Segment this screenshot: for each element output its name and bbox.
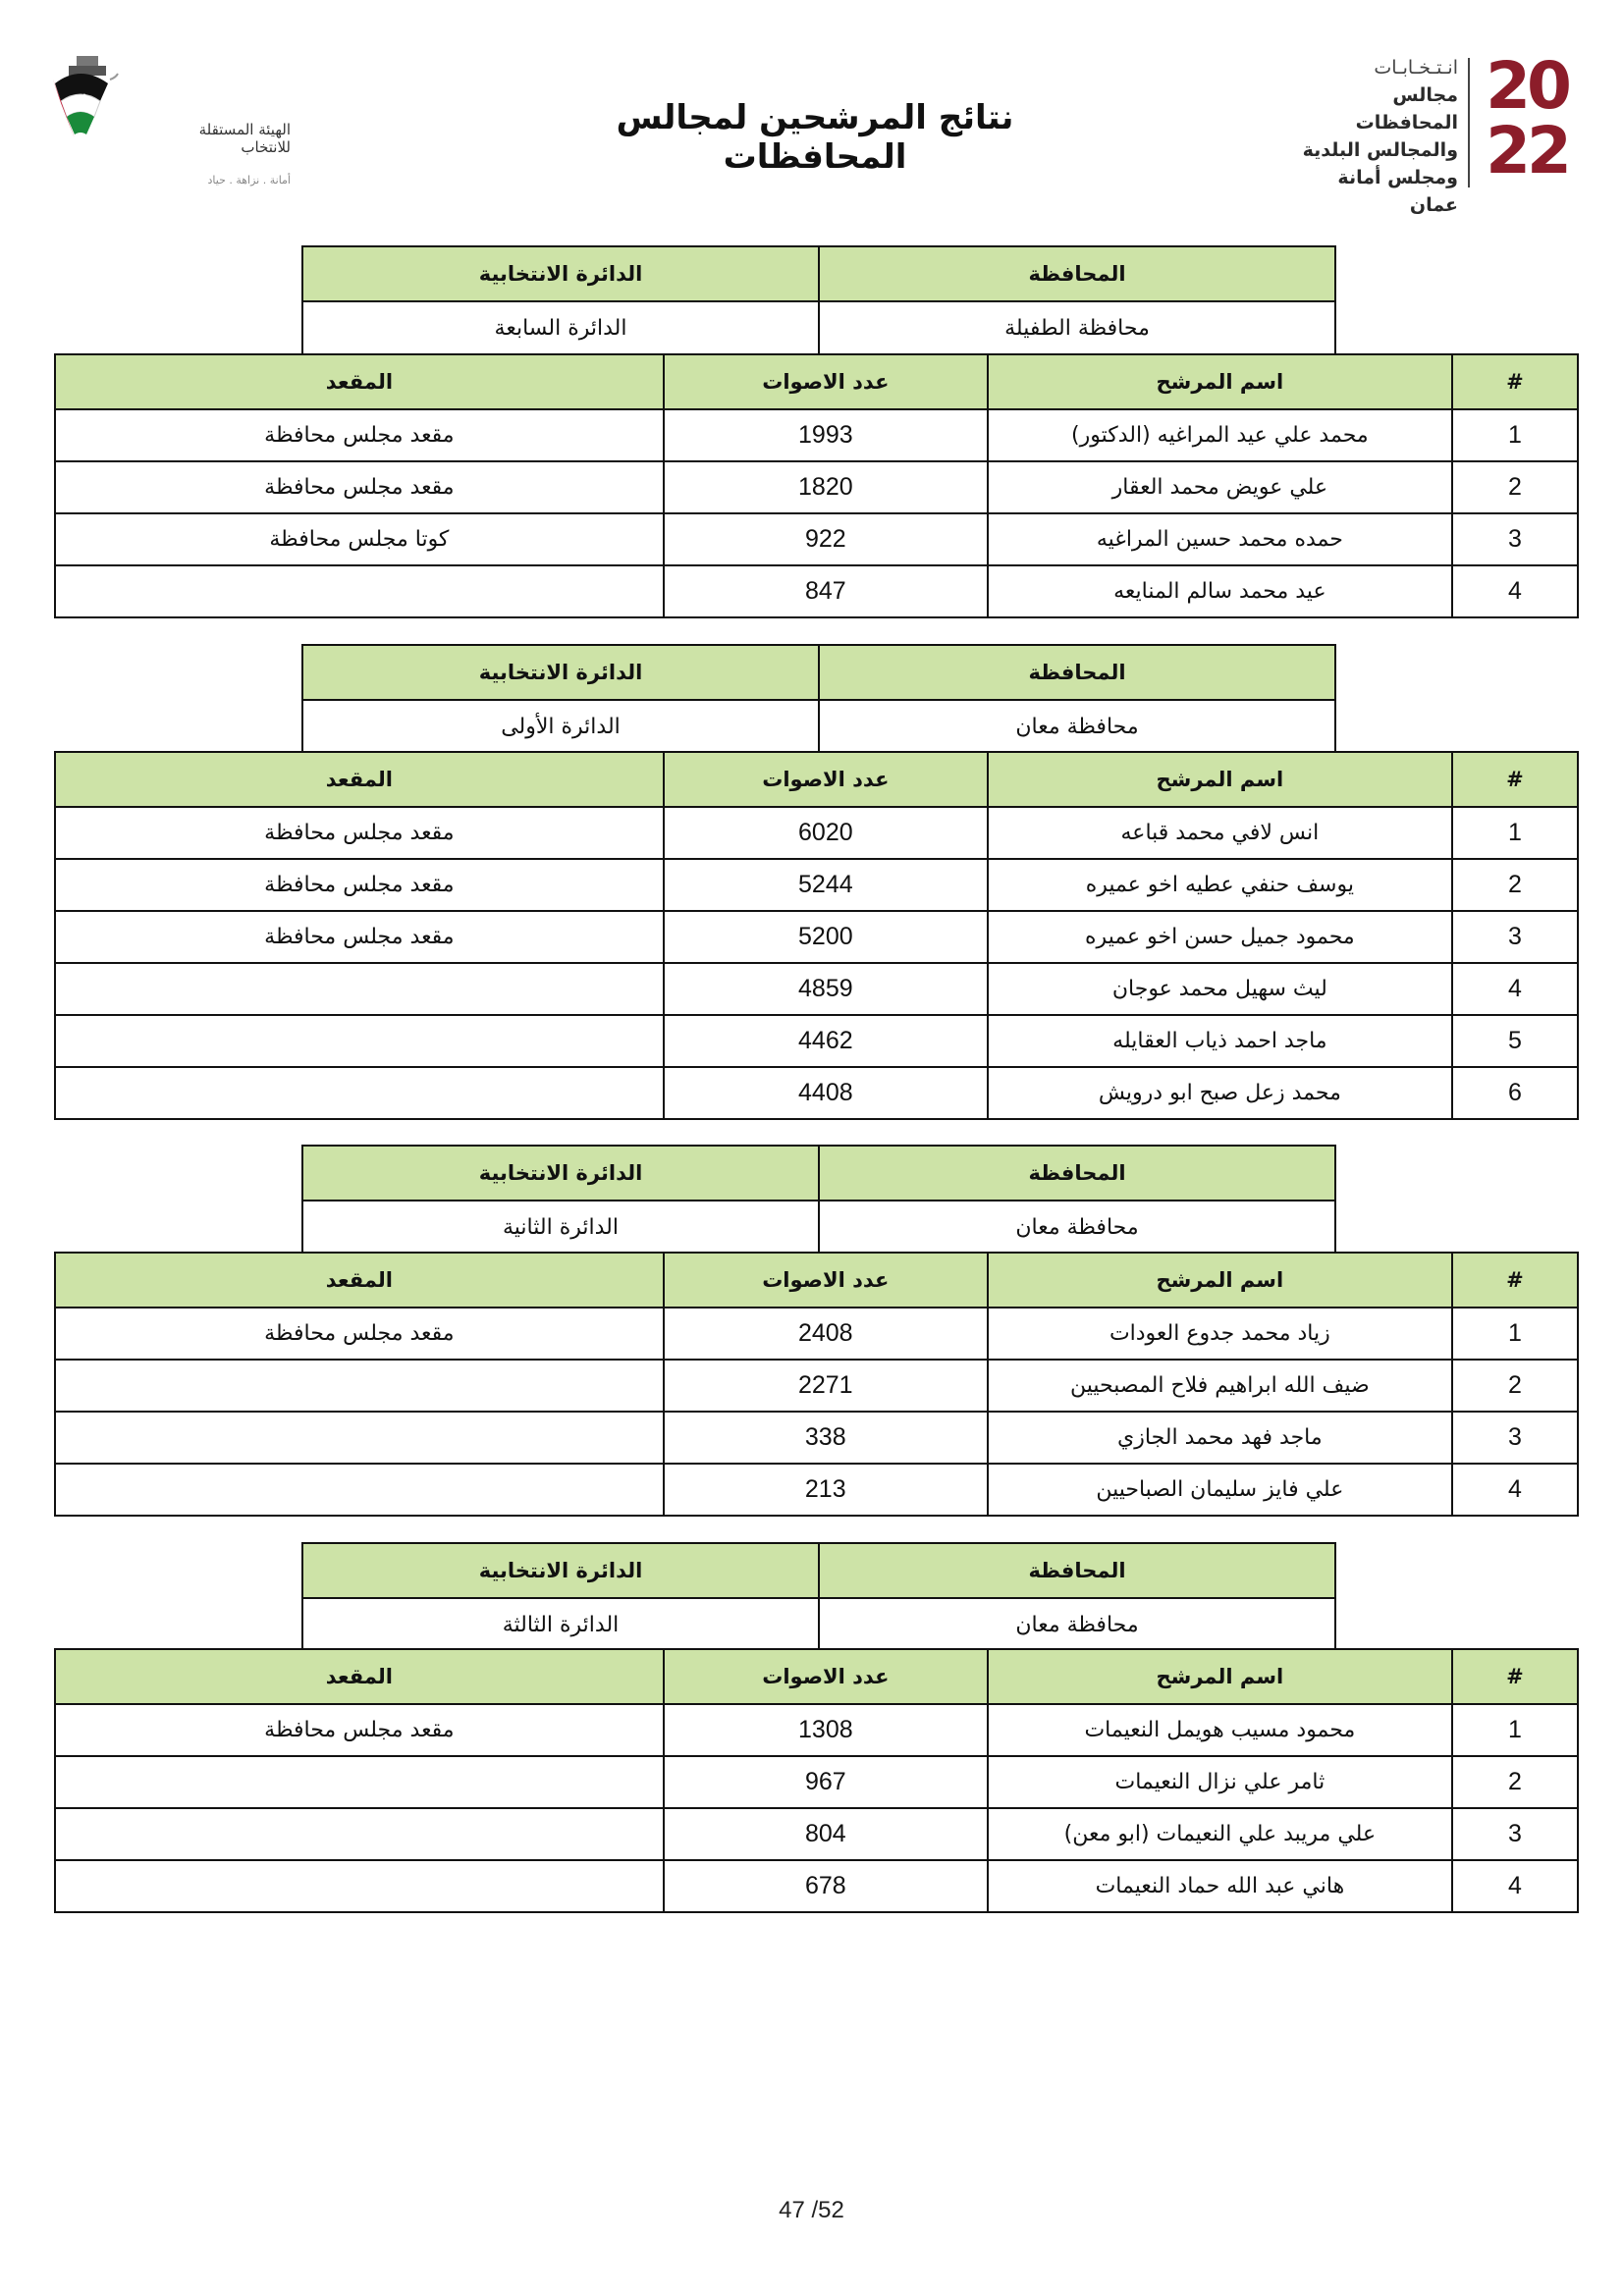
district-value: الدائرة الأولى [302, 700, 819, 752]
candidate-name: ماجد احمد ذياب العقايله [988, 1015, 1452, 1067]
district-info-header [302, 1543, 1335, 1598]
district-header: الدائرة الانتخابية [302, 246, 819, 301]
table-row [55, 1015, 1578, 1067]
table-row [55, 513, 1578, 565]
table-row [55, 859, 1578, 911]
candidate-name: علي عويض محمد العقار [988, 461, 1452, 513]
seat-type: مقعد مجلس محافظة [55, 409, 664, 461]
candidate-name: ماجد فهد محمد الجازي [988, 1412, 1452, 1464]
governorate-value: محافظة معان [819, 1201, 1335, 1253]
district-info-row [302, 301, 1335, 353]
row-number: 4 [1452, 1464, 1578, 1516]
table-row [55, 1860, 1578, 1912]
vote-count: 967 [664, 1756, 988, 1808]
district-value: الدائرة الثالثة [302, 1598, 819, 1650]
candidate-header: اسم المرشح [988, 752, 1452, 807]
candidate-name: حمده محمد حسين المراغيه [988, 513, 1452, 565]
governorate-value: محافظة الطفيلة [819, 301, 1335, 353]
table-row [55, 807, 1578, 859]
candidate-name: هاني عبد الله حماد النعيمات [988, 1860, 1452, 1912]
vote-count: 1820 [664, 461, 988, 513]
row-number: 2 [1452, 859, 1578, 911]
candidate-header: اسم المرشح [988, 1253, 1452, 1308]
district-info-table [301, 1145, 1336, 1253]
seat-type [55, 1860, 664, 1912]
district-value: الدائرة السابعة [302, 301, 819, 353]
candidates-table [54, 751, 1579, 1120]
row-number: 3 [1452, 513, 1578, 565]
candidate-name: عيد محمد سالم المنايعه [988, 565, 1452, 617]
logo-text [1291, 54, 1458, 219]
row-number: 4 [1452, 963, 1578, 1015]
candidates-table [54, 1648, 1579, 1913]
candidates-header-row [55, 752, 1578, 807]
vote-count: 213 [664, 1464, 988, 1516]
row-number: 1 [1452, 1704, 1578, 1756]
votes-header: عدد الاصوات [664, 1253, 988, 1308]
table-row [55, 1704, 1578, 1756]
seat-header: المقعد [55, 1649, 664, 1704]
seat-type [55, 1464, 664, 1516]
candidate-name: يوسف حنفي عطيه اخو عميره [988, 859, 1452, 911]
district-info-table [301, 245, 1336, 353]
seat-header: المقعد [55, 752, 664, 807]
candidate-name: انس لافي محمد قباعه [988, 807, 1452, 859]
org-line-2: للانتخاب [241, 138, 291, 156]
vote-count: 338 [664, 1412, 988, 1464]
table-row [55, 461, 1578, 513]
table-row [55, 1464, 1578, 1516]
table-row [55, 1808, 1578, 1860]
candidate-name: ضيف الله ابراهيم فلاح المصبحيين [988, 1360, 1452, 1412]
table-row [55, 565, 1578, 617]
row-number: 3 [1452, 1808, 1578, 1860]
votes-header: عدد الاصوات [664, 1649, 988, 1704]
table-row [55, 1360, 1578, 1412]
logo-line-1: انـتـخـابـات [1374, 57, 1458, 79]
row-number: 5 [1452, 1015, 1578, 1067]
candidate-name: ليث سهيل محمد عوجان [988, 963, 1452, 1015]
votes-header: عدد الاصوات [664, 752, 988, 807]
district-info-row [302, 700, 1335, 752]
vote-count: 4408 [664, 1067, 988, 1119]
district-info-row [302, 1598, 1335, 1650]
district-header: الدائرة الانتخابية [302, 645, 819, 700]
candidate-name: علي مريبد علي النعيمات (ابو معن) [988, 1808, 1452, 1860]
logo-divider [1468, 58, 1470, 187]
num-header: # [1452, 1253, 1578, 1308]
row-number: 1 [1452, 807, 1578, 859]
elections-2022-logo [1289, 48, 1574, 216]
governorate-value: محافظة معان [819, 1598, 1335, 1650]
vote-count: 804 [664, 1808, 988, 1860]
table-row [55, 1308, 1578, 1360]
governorate-header: المحافظة [819, 1146, 1335, 1201]
logo-line-3: والمجالس البلدية [1302, 139, 1458, 161]
seat-type: مقعد مجلس محافظة [55, 911, 664, 963]
votes-header: عدد الاصوات [664, 354, 988, 409]
row-number: 6 [1452, 1067, 1578, 1119]
num-header: # [1452, 354, 1578, 409]
vote-count: 678 [664, 1860, 988, 1912]
vote-count: 2408 [664, 1308, 988, 1360]
seat-type [55, 1360, 664, 1412]
org-line-1: الهيئة المستقلة [198, 121, 291, 138]
seat-type: مقعد مجلس محافظة [55, 859, 664, 911]
vote-count: 2271 [664, 1360, 988, 1412]
iec-motto: أمانة . نزاهة . حياد [207, 174, 291, 187]
row-number: 4 [1452, 565, 1578, 617]
seat-type: مقعد مجلس محافظة [55, 461, 664, 513]
seat-type [55, 1015, 664, 1067]
page-title: نتائج المرشحين لمجالس المحافظات [616, 98, 1014, 177]
candidates-header-row [55, 354, 1578, 409]
table-row [55, 1067, 1578, 1119]
district-value: الدائرة الثانية [302, 1201, 819, 1253]
vote-count: 4462 [664, 1015, 988, 1067]
candidates-table [54, 1252, 1579, 1517]
seat-header: المقعد [55, 354, 664, 409]
district-info-header [302, 246, 1335, 301]
candidate-name: ثامر علي نزال النعيمات [988, 1756, 1452, 1808]
district-info-header [302, 645, 1335, 700]
num-header: # [1452, 1649, 1578, 1704]
row-number: 2 [1452, 1756, 1578, 1808]
seat-type [55, 1412, 664, 1464]
row-number: 1 [1452, 1308, 1578, 1360]
seat-header: المقعد [55, 1253, 664, 1308]
candidate-header: اسم المرشح [988, 1649, 1452, 1704]
vote-count: 1308 [664, 1704, 988, 1756]
num-header: # [1452, 752, 1578, 807]
vote-count: 922 [664, 513, 988, 565]
district-header: الدائرة الانتخابية [302, 1146, 819, 1201]
seat-type [55, 1808, 664, 1860]
candidate-name: محمود جميل حسن اخو عميره [988, 911, 1452, 963]
row-number: 3 [1452, 911, 1578, 963]
candidates-table [54, 353, 1579, 618]
vote-count: 847 [664, 565, 988, 617]
candidates-header-row [55, 1649, 1578, 1704]
page-number: 47 /52 [779, 2197, 844, 2223]
logo-year: 2022 [1486, 48, 1568, 188]
governorate-header: المحافظة [819, 645, 1335, 700]
candidate-name: علي فايز سليمان الصباحيين [988, 1464, 1452, 1516]
table-row [55, 1756, 1578, 1808]
governorate-header: المحافظة [819, 1543, 1335, 1598]
table-row [55, 963, 1578, 1015]
logo-line-2: مجالس المحافظات [1355, 84, 1458, 133]
candidates-header-row [55, 1253, 1578, 1308]
seat-type [55, 1067, 664, 1119]
seat-type: كوتا مجلس محافظة [55, 513, 664, 565]
governorate-header: المحافظة [819, 246, 1335, 301]
candidate-header: اسم المرشح [988, 354, 1452, 409]
vote-count: 1993 [664, 409, 988, 461]
row-number: 2 [1452, 1360, 1578, 1412]
iec-org-name [114, 121, 291, 156]
row-number: 4 [1452, 1860, 1578, 1912]
vote-count: 4859 [664, 963, 988, 1015]
district-info-header [302, 1146, 1335, 1201]
district-info-table [301, 644, 1336, 752]
district-info-table [301, 1542, 1336, 1650]
vote-count: 5244 [664, 859, 988, 911]
ballot-box-icon [51, 54, 120, 162]
table-row [55, 911, 1578, 963]
seat-type: مقعد مجلس محافظة [55, 1704, 664, 1756]
iec-logo [51, 54, 291, 191]
table-row [55, 1412, 1578, 1464]
row-number: 2 [1452, 461, 1578, 513]
table-row [55, 409, 1578, 461]
seat-type: مقعد مجلس محافظة [55, 1308, 664, 1360]
candidate-name: محمود مسيب هويمل النعيمات [988, 1704, 1452, 1756]
governorate-value: محافظة معان [819, 700, 1335, 752]
logo-line-4: ومجلس أمانة عمان [1337, 167, 1458, 216]
seat-type: مقعد مجلس محافظة [55, 807, 664, 859]
candidate-name: زياد محمد جدوع العودات [988, 1308, 1452, 1360]
vote-count: 5200 [664, 911, 988, 963]
vote-count: 6020 [664, 807, 988, 859]
seat-type [55, 963, 664, 1015]
candidate-name: محمد علي عيد المراغيه (الدكتور) [988, 409, 1452, 461]
seat-type [55, 565, 664, 617]
district-header: الدائرة الانتخابية [302, 1543, 819, 1598]
seat-type [55, 1756, 664, 1808]
district-info-row [302, 1201, 1335, 1253]
row-number: 1 [1452, 409, 1578, 461]
row-number: 3 [1452, 1412, 1578, 1464]
candidate-name: محمد زعل صبح ابو درويش [988, 1067, 1452, 1119]
